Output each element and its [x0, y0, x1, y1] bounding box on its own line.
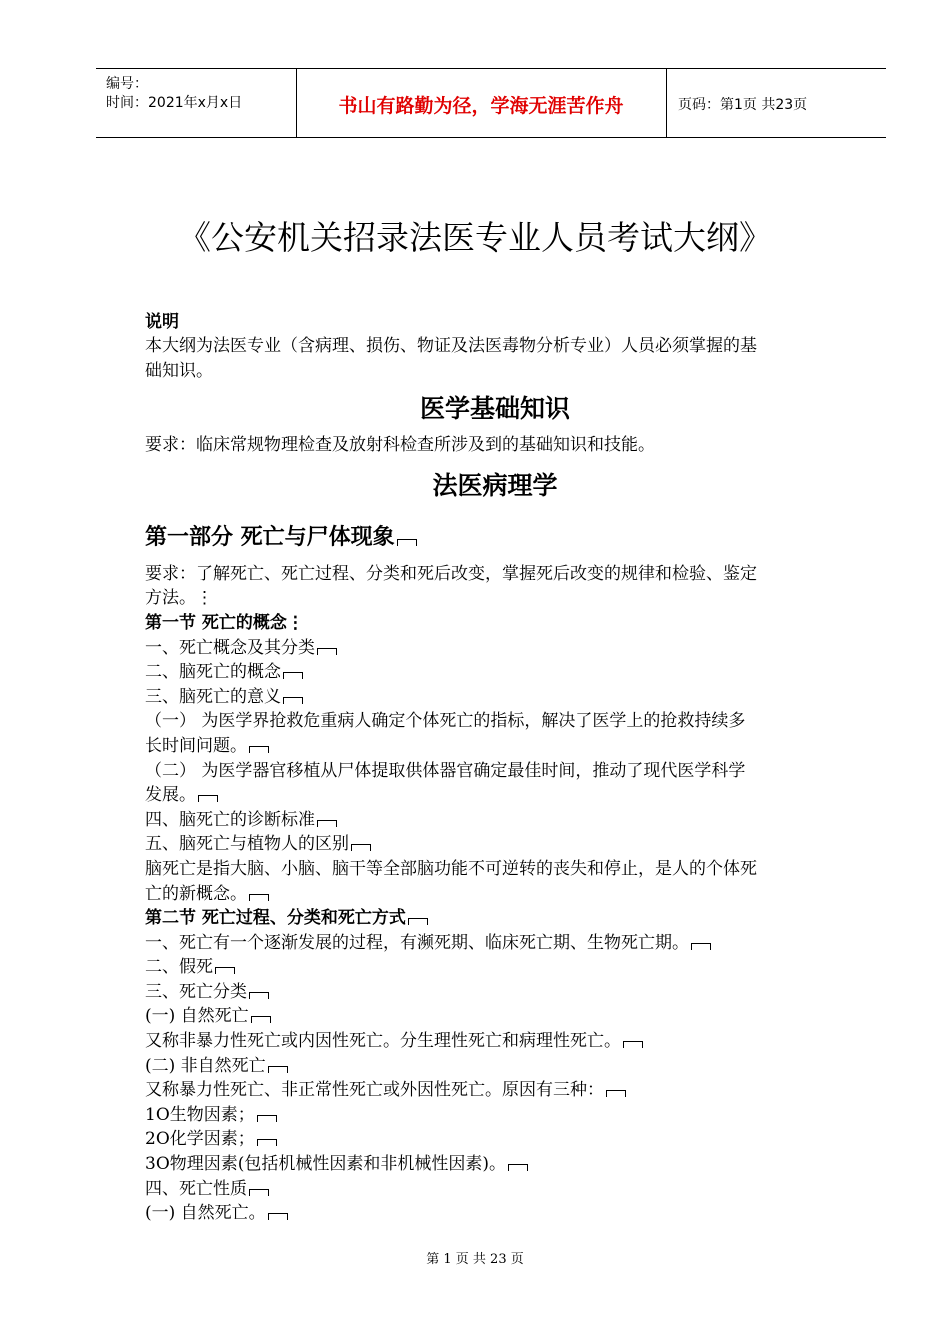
basic-requirement: 要求：临床常规物理检查及放射科检查所涉及到的基础知识和技能。 — [145, 435, 655, 456]
header-page-cell — [666, 69, 886, 137]
section2-heading-text: 第二节 死亡过程、分类和死亡方式 — [145, 908, 406, 929]
page-label: 页码：第1页 共23页 — [678, 97, 808, 113]
text-line-content: 1O生物因素； — [145, 1104, 255, 1125]
paragraph-mark-icon — [283, 697, 303, 704]
intro-heading: 说明 — [145, 312, 179, 332]
text-line-content: 四、脑死亡的诊断标准 — [145, 809, 315, 830]
document-header — [96, 68, 886, 138]
part1-req-1: 要求：了解死亡、死亡过程、分类和死后改变，掌握死后改变的规律和检验、鉴定 — [145, 563, 757, 584]
paragraph-mark-icon — [397, 539, 417, 546]
paragraph-mark-icon — [508, 1164, 528, 1171]
text-line — [145, 1177, 845, 1202]
paragraph-mark-icon — [606, 1090, 626, 1097]
text-line-content: 二、脑死亡的概念 — [145, 662, 281, 683]
text-line-content: 3O物理因素(包括机械性因素和非机械性因素)。 — [145, 1154, 507, 1175]
text-line — [145, 1103, 845, 1128]
text-line-content: 四、死亡性质 — [145, 1178, 247, 1199]
text-line — [145, 931, 845, 956]
pathology-heading: 法医病理学 — [432, 470, 558, 500]
number-label: 编号： — [106, 76, 148, 92]
text-line-content: 一、死亡概念及其分类 — [145, 637, 315, 658]
text-line — [145, 1004, 845, 1029]
text-line-content: 亡的新概念。 — [145, 883, 247, 904]
text-line — [145, 1029, 845, 1054]
text-line-content: 又称暴力性死亡、非正常性死亡或外因性死亡。原因有三种： — [145, 1080, 604, 1101]
text-line: （二） 为医学器官移植从尸体提取供体器官确定最佳时间，推动了现代医学科学 — [145, 760, 746, 781]
section1-heading: 第一节 死亡的概念⋮ — [145, 612, 304, 633]
paragraph-mark-icon — [268, 1213, 288, 1220]
paragraph-mark-icon — [249, 894, 269, 901]
document-title: 《公安机关招录法医专业人员考试大纲》 — [178, 218, 772, 257]
header-meta-cell — [96, 69, 297, 137]
paragraph-mark-icon — [198, 795, 218, 802]
text-line — [145, 783, 845, 808]
text-line — [145, 1127, 845, 1152]
paragraph-mark-icon — [249, 746, 269, 753]
text-line: 脑死亡是指大脑、小脑、脑干等全部脑功能不可逆转的丧失和停止，是人的个体死 — [145, 858, 757, 879]
page-footer: 第 1 页 共 23 页 — [426, 1252, 524, 1267]
text-line-content: (一) 自然死亡。 — [145, 1203, 266, 1224]
text-line — [145, 980, 845, 1005]
text-line — [145, 1152, 845, 1177]
text-line: （一） 为医学界抢救危重病人确定个体死亡的指标，解决了医学上的抢救持续多 — [145, 711, 746, 732]
paragraph-mark-icon — [257, 1115, 277, 1122]
text-line — [145, 734, 845, 759]
text-line — [145, 1078, 845, 1103]
text-line-content: (一) 自然死亡 — [145, 1006, 249, 1027]
part1-req-2: 方法。⋮ — [145, 588, 213, 609]
text-line-content: 五、脑死亡与植物人的区别 — [145, 834, 349, 855]
motto-text: 书山有路勤为径，学海无涯苦作舟 — [338, 95, 624, 117]
text-line — [145, 832, 845, 857]
paragraph-mark-icon — [249, 1189, 269, 1196]
text-line-content: 二、假死 — [145, 957, 213, 978]
text-line — [145, 636, 845, 661]
text-line — [145, 1201, 845, 1226]
text-line-content: 2O化学因素； — [145, 1129, 255, 1150]
intro-text-2: 础知识。 — [145, 360, 213, 381]
text-line-content: 一、死亡有一个逐渐发展的过程，有濒死期、临床死亡期、生物死亡期。 — [145, 932, 689, 953]
section2-heading — [145, 906, 845, 931]
header-motto-cell — [296, 69, 667, 137]
paragraph-mark-icon — [317, 820, 337, 827]
paragraph-mark-icon — [408, 918, 428, 925]
part1-heading — [145, 512, 845, 562]
paragraph-mark-icon — [249, 992, 269, 999]
text-line-content: (二) 非自然死亡 — [145, 1055, 266, 1076]
text-line — [145, 882, 845, 907]
text-line — [145, 1054, 845, 1079]
paragraph-mark-icon — [215, 967, 235, 974]
text-line-content: 长时间问题。 — [145, 735, 247, 756]
intro-text-1: 本大纲为法医专业（含病理、损伤、物证及法医毒物分析专业）人员必须掌握的基 — [145, 336, 757, 356]
text-line — [145, 685, 845, 710]
text-line-content: 发展。 — [145, 785, 196, 806]
text-line-content: 又称非暴力性死亡或内因性死亡。分生理性死亡和病理性死亡。 — [145, 1031, 621, 1052]
paragraph-mark-icon — [283, 672, 303, 679]
text-line-content: 三、脑死亡的意义 — [145, 686, 281, 707]
text-line — [145, 808, 845, 833]
paragraph-mark-icon — [623, 1041, 643, 1048]
text-line — [145, 660, 845, 685]
paragraph-mark-icon — [691, 943, 711, 950]
paragraph-mark-icon — [268, 1066, 288, 1073]
part1-heading-text: 第一部分 死亡与尸体现象 — [145, 523, 395, 550]
paragraph-mark-icon — [351, 844, 371, 851]
text-line — [145, 955, 845, 980]
paragraph-mark-icon — [317, 648, 337, 655]
text-line-content: 三、死亡分类 — [145, 981, 247, 1002]
document-body — [145, 310, 845, 1226]
time-label: 时间：2021年x月x日 — [106, 95, 243, 111]
paragraph-mark-icon — [257, 1139, 277, 1146]
paragraph-mark-icon — [251, 1016, 271, 1023]
basic-heading: 医学基础知识 — [419, 394, 570, 424]
